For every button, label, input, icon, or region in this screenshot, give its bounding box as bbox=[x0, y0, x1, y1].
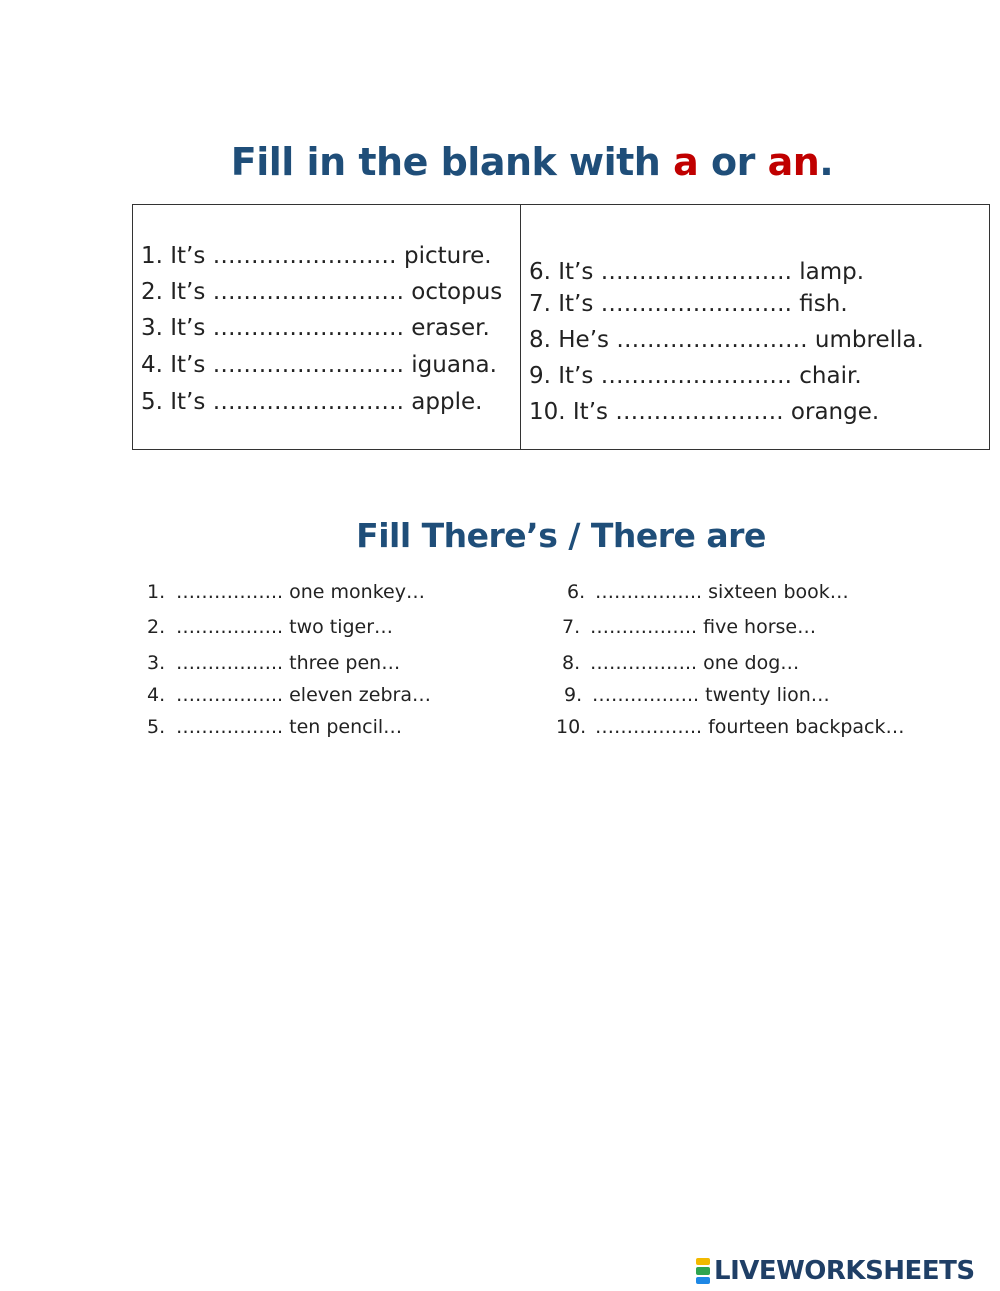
item-text: …………….. one monkey… bbox=[176, 581, 425, 603]
exercise-line-4: 4. It’s ……………………. iguana. bbox=[141, 352, 497, 378]
title-an: an bbox=[767, 140, 820, 184]
item-number: 6. bbox=[567, 581, 586, 603]
item-number: 3. bbox=[147, 652, 166, 674]
section-title-theres: Fill There’s / There are bbox=[356, 516, 766, 555]
list-item bbox=[147, 616, 393, 638]
exercise-line-6: 6. It’s ……………………. lamp. bbox=[529, 259, 865, 285]
item-number: 2. bbox=[147, 616, 166, 638]
page-title bbox=[0, 140, 1000, 184]
logo-block bbox=[696, 1258, 710, 1265]
item-text: …………….. sixteen book… bbox=[595, 581, 849, 603]
item-text: …………….. one dog… bbox=[590, 652, 800, 674]
list-item bbox=[562, 652, 799, 674]
exercise-table bbox=[132, 204, 990, 450]
exercise-line-2: 2. It’s ……………………. octopus bbox=[141, 279, 503, 305]
item-text: …………….. fourteen backpack… bbox=[595, 716, 905, 738]
title-a: a bbox=[673, 140, 699, 184]
item-text: …………….. twenty lion… bbox=[592, 684, 830, 706]
item-number: 5. bbox=[147, 716, 166, 738]
logo-mark-icon bbox=[696, 1257, 710, 1285]
item-text: …………….. two tiger… bbox=[176, 616, 394, 638]
list-item bbox=[564, 684, 830, 706]
item-number: 1. bbox=[147, 581, 166, 603]
exercise-line-5: 5. It’s ……………………. apple. bbox=[141, 389, 483, 415]
title-period: . bbox=[819, 140, 834, 184]
item-number: 9. bbox=[564, 684, 583, 706]
list-item bbox=[147, 716, 402, 738]
item-text: …………….. ten pencil… bbox=[176, 716, 403, 738]
exercise-line-9: 9. It’s ……………………. chair. bbox=[529, 363, 862, 389]
list-item bbox=[147, 684, 431, 706]
item-number: 4. bbox=[147, 684, 166, 706]
table-divider bbox=[520, 205, 521, 449]
item-number: 10. bbox=[556, 716, 587, 738]
liveworksheets-logo[interactable] bbox=[696, 1254, 975, 1288]
list-item bbox=[147, 652, 400, 674]
logo-text: LIVEWORKSHEETS bbox=[714, 1256, 975, 1286]
item-text: …………….. eleven zebra… bbox=[176, 684, 431, 706]
title-or: or bbox=[698, 140, 768, 184]
exercise-line-10: 10. It’s …………………. orange. bbox=[529, 399, 880, 425]
logo-block bbox=[696, 1267, 710, 1274]
item-text: …………….. five horse… bbox=[590, 616, 817, 638]
list-item bbox=[562, 616, 816, 638]
item-number: 8. bbox=[562, 652, 581, 674]
item-number: 7. bbox=[562, 616, 581, 638]
title-text: Fill in the blank with bbox=[230, 140, 674, 184]
list-item bbox=[556, 716, 905, 738]
item-text: …………….. three pen… bbox=[176, 652, 401, 674]
exercise-line-7: 7. It’s ……………………. fish. bbox=[529, 291, 848, 317]
list-item bbox=[567, 581, 849, 603]
exercise-line-8: 8. He’s ……………………. umbrella. bbox=[529, 327, 924, 353]
list-item bbox=[147, 581, 425, 603]
exercise-line-1: 1. It’s …………………… picture. bbox=[141, 243, 492, 269]
logo-block bbox=[696, 1277, 710, 1284]
exercise-line-3: 3. It’s ……………………. eraser. bbox=[141, 315, 490, 341]
